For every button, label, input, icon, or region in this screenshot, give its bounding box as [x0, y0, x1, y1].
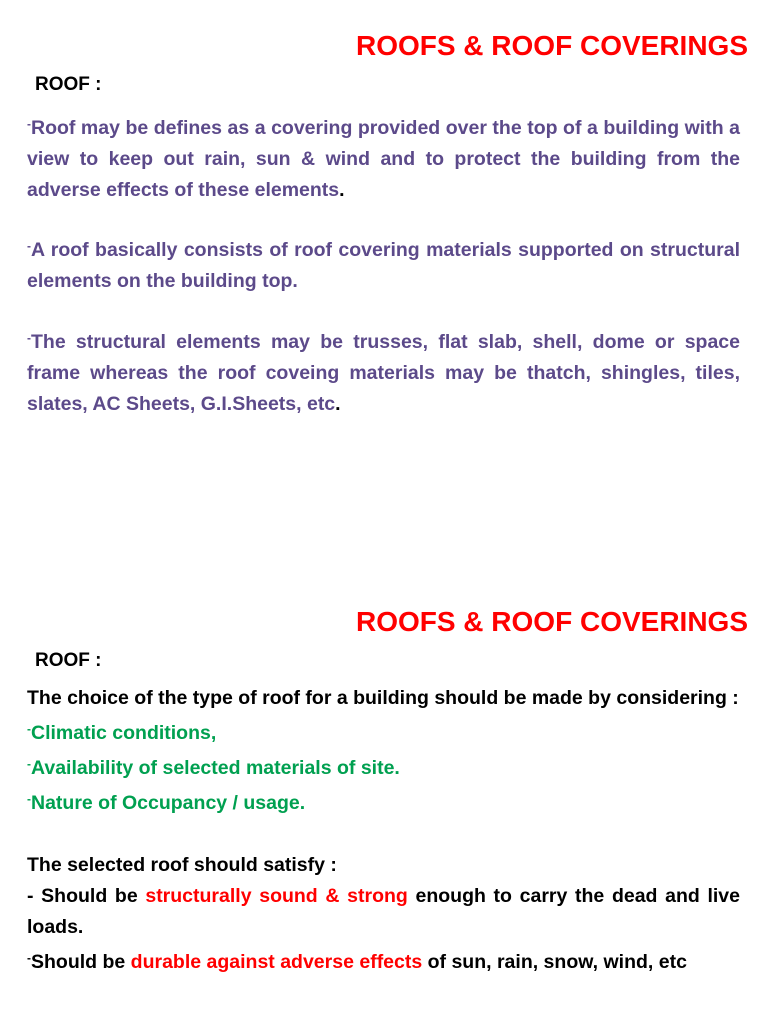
list-item: [27, 714, 740, 749]
requirement-text: - Should be: [27, 885, 146, 907]
requirement-text: enough to carry the dead and live loads.: [27, 885, 740, 938]
paragraph-period: .: [339, 179, 345, 201]
paragraph-period: .: [335, 393, 341, 415]
slide-body: [27, 683, 740, 978]
satisfy-heading: The selected roof should satisfy :: [27, 854, 337, 876]
slide-title: ROOFS & ROOF COVERINGS: [355, 30, 748, 61]
list-item: [27, 784, 740, 819]
paragraph-composition: [27, 231, 740, 297]
list-item: [27, 749, 740, 784]
section-label: ROOF :: [35, 650, 102, 671]
dash-marker: -: [27, 951, 31, 965]
spacer: [27, 819, 740, 850]
intro-text: The choice of the type of roof for a building should be made by considering :: [27, 687, 739, 709]
dash-marker: -: [27, 757, 31, 771]
slide-title: ROOFS & ROOF COVERINGS: [355, 606, 748, 637]
list-item-text: Climatic conditions,: [31, 722, 217, 744]
dash-marker: -: [27, 792, 31, 806]
dash-marker: -: [27, 722, 31, 736]
paragraph-elements: [27, 323, 740, 420]
paragraph-text: The structural elements may be trusses, flat slab, shell, dome or space frame whereas the roof coveing materials may be thatch, shingles, tiles, slates, AC Sheets, G.I.Sheets, etc: [27, 331, 740, 415]
paragraph-text: A roof basically consists of roof covering materials supported on structural elements on the building top.: [27, 239, 740, 292]
requirement-text: Should be: [31, 951, 131, 973]
requirement-highlight: durable against adverse effects: [130, 951, 423, 973]
requirement-highlight: structurally sound & strong: [145, 885, 408, 907]
requirement-durability: [27, 943, 740, 978]
requirement-strength: [27, 881, 740, 943]
dash-marker: -: [27, 117, 31, 131]
section-label: ROOF :: [35, 74, 102, 95]
dash-marker: -: [27, 331, 31, 345]
dash-marker: -: [27, 239, 31, 253]
list-item-text: Nature of Occupancy / usage.: [31, 792, 306, 814]
slide-2: [0, 512, 768, 1024]
paragraph-definition: [27, 109, 740, 206]
requirement-text: of sun, rain, snow, wind, etc: [422, 951, 687, 973]
paragraph-text: Roof may be defines as a covering provided over the top of a building with a view to keep out rain, sun & wind and to protect the building from the adverse effects of these elements: [27, 117, 740, 201]
list-item-text: Availability of selected materials of site.: [31, 757, 400, 779]
